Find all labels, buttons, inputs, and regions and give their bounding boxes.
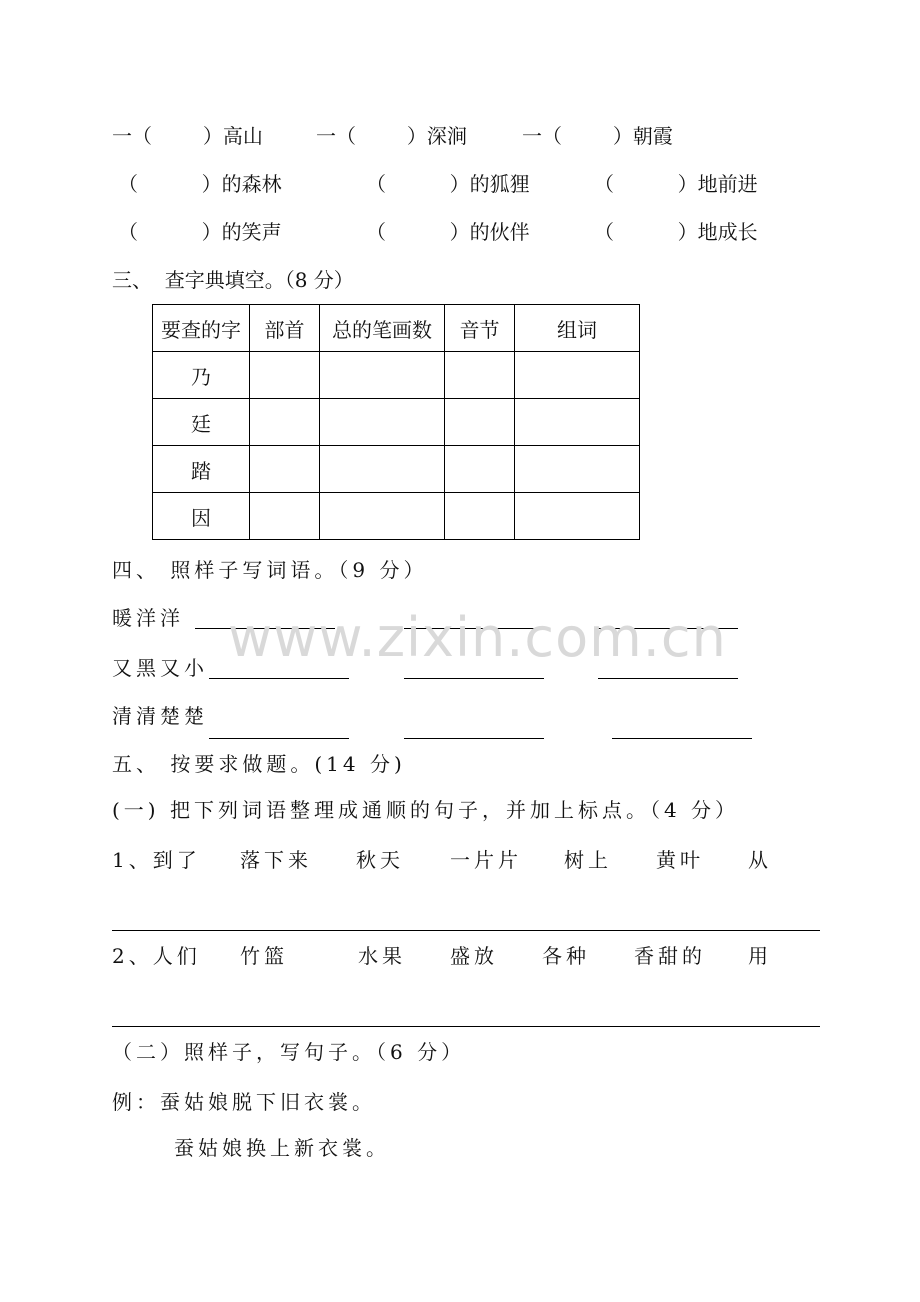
table-row — [153, 399, 640, 446]
fill-row-2-item-3: （ ）地前进 — [594, 172, 758, 196]
q1-word: 从 — [748, 848, 772, 872]
answer-line[interactable] — [209, 738, 349, 739]
q2-word: 水果 — [358, 944, 406, 968]
word-example-2: 又黑又小 — [112, 656, 208, 680]
fill-row-1-item-2: 一（ ）深涧 — [316, 124, 467, 148]
q2-word: 各种 — [542, 944, 590, 968]
part2-title: （二）照样子，写句子。（6 分） — [112, 1040, 466, 1064]
answer-line[interactable] — [404, 678, 544, 679]
table-char-cell: 因 — [153, 493, 250, 540]
watermark: www.zixin.com.cn — [228, 606, 727, 669]
fill-row-3-item-3: （ ）地成长 — [594, 220, 758, 244]
answer-line[interactable] — [209, 678, 349, 679]
answer-cell[interactable] — [515, 352, 640, 399]
answer-cell[interactable] — [250, 493, 320, 540]
table-header-cell: 部首 — [250, 305, 320, 352]
answer-cell[interactable] — [320, 352, 445, 399]
answer-cell[interactable] — [250, 446, 320, 493]
table-char-cell: 廷 — [153, 399, 250, 446]
q1-word: 黄叶 — [656, 848, 704, 872]
answer-cell[interactable] — [320, 493, 445, 540]
answer-cell[interactable] — [445, 493, 515, 540]
table-header-cell: 要查的字 — [153, 305, 250, 352]
table-header-cell: 组词 — [515, 305, 640, 352]
answer-cell[interactable] — [445, 446, 515, 493]
q1-word: 秋天 — [356, 848, 404, 872]
q1-word: 树上 — [564, 848, 612, 872]
answer-cell[interactable] — [515, 493, 640, 540]
table-header-cell: 音节 — [445, 305, 515, 352]
answer-line[interactable] — [612, 738, 752, 739]
fill-row-3-item-2: （ ）的伙伴 — [366, 220, 530, 244]
example-line-1: 例：蚕姑娘脱下旧衣裳。 — [112, 1090, 376, 1114]
table-char-cell: 踏 — [153, 446, 250, 493]
table-char-cell: 乃 — [153, 352, 250, 399]
example-line-2: 蚕姑娘换上新衣裳。 — [174, 1136, 390, 1160]
answer-cell[interactable] — [250, 352, 320, 399]
dictionary-table — [152, 304, 640, 540]
fill-row-2-item-1: （ ）的森林 — [118, 172, 282, 196]
word-example-3: 清清楚楚 — [112, 704, 208, 728]
answer-line[interactable] — [598, 678, 738, 679]
section5-title: 五、 按要求做题。(14 分) — [112, 752, 406, 776]
answer-cell[interactable] — [445, 352, 515, 399]
answer-cell[interactable] — [515, 399, 640, 446]
table-row — [153, 493, 640, 540]
fill-row-2-item-2: （ ）的狐狸 — [366, 172, 530, 196]
section3-title: 三、 查字典填空。（8 分） — [112, 268, 354, 292]
section4-title: 四、 照样子写词语。（9 分） — [112, 558, 428, 582]
q2-word: 香甜的 — [634, 944, 706, 968]
part1-title: (一) 把下列词语整理成通顺的句子，并加上标点。（4 分） — [112, 798, 740, 822]
answer-cell[interactable] — [250, 399, 320, 446]
q2-word: 盛放 — [450, 944, 498, 968]
q2-word: 2、人们 — [112, 944, 201, 968]
answer-line[interactable] — [404, 738, 544, 739]
answer-cell[interactable] — [445, 399, 515, 446]
table-header-row — [153, 305, 640, 352]
table-row — [153, 446, 640, 493]
fill-row-1-item-3: 一（ ）朝霞 — [522, 124, 673, 148]
answer-cell[interactable] — [320, 399, 445, 446]
answer-cell[interactable] — [515, 446, 640, 493]
fill-row-1-item-1: 一（ ）高山 — [112, 124, 263, 148]
q1-word: 一片片 — [450, 848, 522, 872]
q1-word: 落下来 — [240, 848, 312, 872]
answer-cell[interactable] — [320, 446, 445, 493]
q1-answer-line[interactable] — [112, 930, 820, 931]
word-example-1: 暖洋洋 — [112, 606, 184, 630]
q1-word: 1、到了 — [112, 848, 201, 872]
table-row — [153, 352, 640, 399]
table-header-cell: 总的笔画数 — [320, 305, 445, 352]
q2-word: 用 — [748, 944, 772, 968]
q2-answer-line[interactable] — [112, 1026, 820, 1027]
q2-word: 竹篮 — [240, 944, 288, 968]
fill-row-3-item-1: （ ）的笑声 — [118, 220, 282, 244]
